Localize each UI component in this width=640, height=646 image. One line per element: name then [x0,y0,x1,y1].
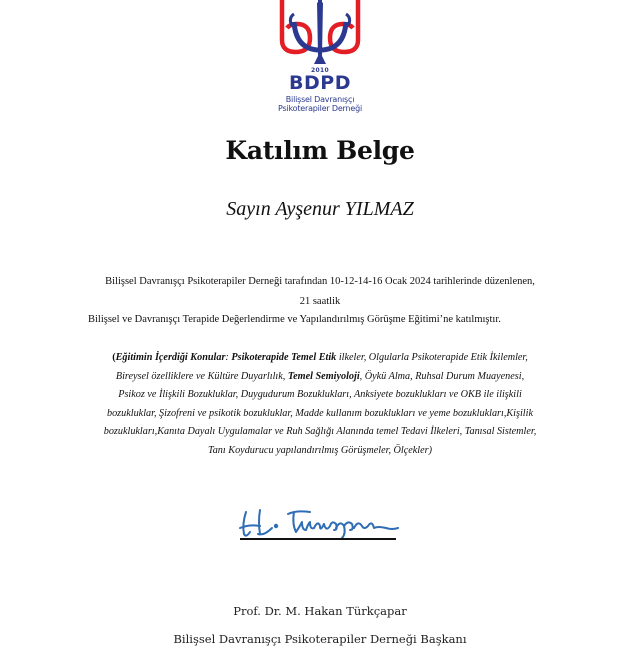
body-line-training: Bilişsel ve Davranışçı Terapide Değerlendirme ve Yapılandırılmış Görüşme Eğitimi’ne katılmıştır. [88,314,501,325]
body-line-organizer: Bilişsel Davranışçı Psikoterapiler Derneği tarafından 10-12-14-16 Ocak 2024 tarihlerinde düzenlenen, [105,276,535,287]
logo-abbreviation: BDPD [289,72,351,94]
topics-line [0,368,640,387]
topics-heading: Eğitimin İçerdiği Konular [115,352,226,363]
certificate-title: Katılım Belge [225,136,415,165]
topic-text: ilkeler, Olgularla Psikoterapide Etik İkilemler, [336,352,528,363]
topic-text: Bireysel özelliklere ve Kültüre Duyarlılık, [115,370,288,382]
body-line-hours: 21 saatlik [299,296,341,307]
bdpd-logo [270,0,370,118]
training-topics [0,349,640,461]
topic-emphasis: Temel Semiyoloji [287,370,360,382]
signature-image [236,498,406,542]
topics-line: bozukluklar, Şizofreni ve psikotik bozukluklar, Madde kullanım bozuklukları ve yeme bozuklukları,Kişilik [106,407,533,419]
psi-logo-icon [270,0,370,70]
logo-year: 2010 [311,67,329,74]
logo-subtitle-line1: Bilişsel Davranışçı [285,95,355,104]
topic-emphasis: Psikoterapide Temel Etik [231,352,337,363]
topic-text: , Öykü Alma, Ruhsal Durum Muayenesi, [359,370,525,382]
topics-colon: : [225,352,232,363]
open-paren: ( [112,352,116,363]
topics-line: Psikoz ve İlişkili Bozukluklar, Duygudurum Bozuklukları, Anksiyete bozuklukları ve OKB ile ilişkili [118,389,522,401]
topics-line [0,349,640,368]
recipient-name: Sayın Ayşenur YILMAZ [226,198,414,220]
signer-title: Bilişsel Davranışçı Psikoterapiler Derneği Başkanı [173,632,467,646]
signer-name: Prof. Dr. M. Hakan Türkçapar [233,604,407,618]
topics-line: Tanı Koydurucu yapılandırılmış Görüşmeler, Ölçekler) [207,444,432,456]
logo-subtitle-line2: Psikoterapiler Derneği [278,104,362,113]
signature-line [240,538,396,540]
topics-line: bozuklukları,Kanıta Dayalı Uygulamalar ve Ruh Sağlığı Alanında temel Tedavi İlkeleri, Tanısal Sistemler, [103,426,537,438]
